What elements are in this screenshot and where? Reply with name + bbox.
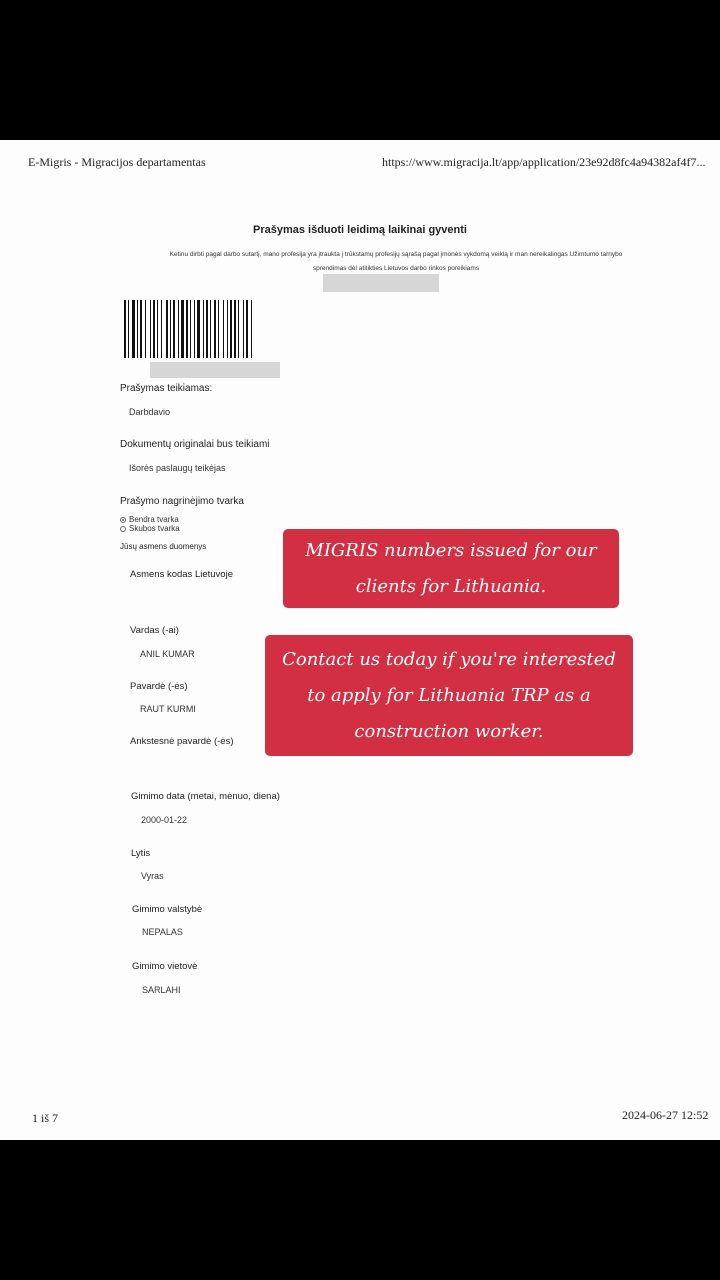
originals-label: Dokumentų originalai bus teikiami	[120, 439, 270, 450]
promo-line: Contact us today if you're interested	[282, 649, 616, 670]
last-name-value: RAUT KURMI	[140, 704, 196, 714]
first-name-label: Vardas (-ai)	[130, 625, 179, 636]
last-name-label: Pavardė (-ės)	[130, 681, 188, 692]
description-line-2: sprendimas dėl atitikties Lietuvos darbo rinkos poreikiams	[312, 265, 480, 272]
promo-banner-contact	[265, 635, 633, 756]
document-description	[120, 248, 672, 276]
submitted-by-label: Prašymas teikiamas:	[120, 383, 213, 394]
birth-country-label: Gimimo valstybė	[132, 904, 203, 915]
promo-line: MIGRIS numbers issued for our	[305, 540, 597, 561]
procedure-option-general	[120, 515, 179, 524]
redacted-block	[323, 274, 439, 292]
promo-banner-migris	[283, 529, 619, 608]
first-name-value: ANIL KUMAR	[140, 649, 195, 659]
previous-last-name-label: Ankstesnė pavardė (-ės)	[130, 736, 234, 747]
print-header-url: https://www.migracija.lt/app/application/23e92d8fc4a94382af4f7...	[382, 155, 706, 169]
print-header-title: E-Migris - Migracijos departamentas	[28, 155, 206, 169]
procedure-option-urgent-label: Skubos tvarka	[129, 524, 180, 533]
birth-date-value: 2000-01-22	[141, 815, 188, 825]
promo-line: clients for Lithuania.	[355, 576, 547, 597]
gender-value: Vyras	[141, 871, 164, 881]
promo-line: to apply for Lithuania TRP as a	[307, 685, 591, 706]
radio-selected-icon	[120, 517, 126, 523]
procedure-option-general-label: Bendra tvarka	[129, 515, 179, 524]
birth-country-value: NEPALAS	[142, 927, 183, 937]
birth-place-label: Gimimo vietovė	[132, 961, 198, 972]
page-counter: 1 iš 7	[32, 1111, 59, 1125]
gender-label: Lytis	[131, 848, 151, 859]
procedure-option-urgent	[120, 524, 180, 533]
personal-code-label: Asmens kodas Lietuvoje	[130, 569, 233, 580]
originals-value: Išorės paslaugų teikėjas	[129, 463, 226, 473]
submitted-by-value: Darbdavio	[129, 407, 171, 417]
redacted-block	[150, 362, 280, 378]
personal-data-section: Jūsų asmens duomenys	[120, 542, 207, 551]
radio-unselected-icon	[120, 526, 126, 532]
barcode-image	[124, 300, 310, 358]
procedure-label: Prašymo nagrinėjimo tvarka	[120, 496, 244, 507]
document-title: Prašymas išduoti leidimą laikinai gyventi	[253, 224, 467, 236]
birth-date-label: Gimimo data (metai, mėnuo, diena)	[131, 791, 280, 802]
description-line-1: Ketinu dirbti pagal darbo sutartį, mano profesija yra įtraukta į trūkstamų profesijų sąrašą pagal įmonės vykdomą veiklą ir man nereikalingas Užimtumo tarnybo	[169, 251, 623, 258]
birth-place-value: SARLAHI	[142, 985, 181, 995]
print-timestamp: 2024-06-27 12:52	[622, 1108, 709, 1122]
promo-line: construction worker.	[354, 721, 544, 742]
